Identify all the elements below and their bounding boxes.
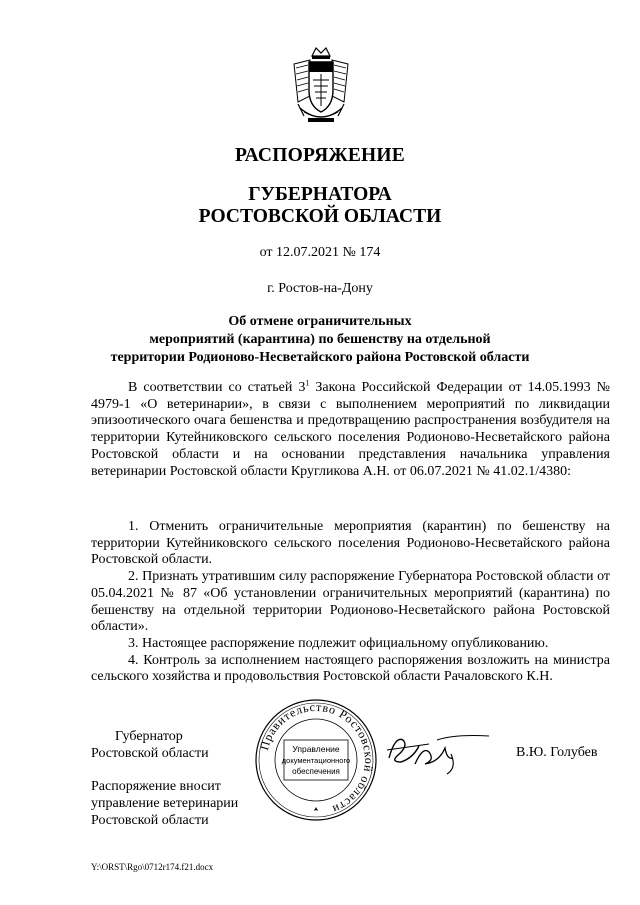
subject-line: мероприятий (карантина) по бешенству на отдельной [149, 332, 491, 347]
signatory-title-line2: Ростовской области [91, 746, 209, 761]
official-seal-stamp [254, 698, 378, 822]
note-line: Распоряжение вносит [91, 779, 221, 794]
svg-text:Управление: Управление [292, 744, 340, 754]
signatory-title [91, 728, 209, 762]
preamble-paragraph [91, 380, 610, 480]
note-line: Ростовской области [91, 813, 209, 828]
order-item: 3. Настоящее распоряжение подлежит официальному опубликованию. [128, 635, 549, 651]
order-item: 1. Отменить ограничительные мероприятия (карантин) по бешенству на территории Кутейниковского сельского поселения Родионово-Несветайского района Ростовской области. [91, 519, 610, 568]
preamble-text-part2: Закона Российской Федерации от 14.05.1993 № 4979-1 «О ветеринарии», в связи с выполнением мероприятий по ликвидации эпизоотического очага бешенства и предотвращению распространения возбудителя на территории Кутейниковского сельского поселения Родионово-Несветайского района Ростовской области и на основании представления начальника управления ветеринарии Ростовской области Кругликова А.Н. от 06.07.2021 № 41.02.1/4380: [91, 380, 610, 479]
order-item: 4. Контроль за исполнением настоящего распоряжения возложить на министра сельского хозяйства и продовольствия Ростовской области Рачаловского К.Н. [91, 652, 610, 685]
order-items [91, 519, 610, 686]
coat-of-arms-icon [290, 46, 352, 128]
svg-text:Правительство Ростовской облас: Правительство Ростовской области [257, 699, 377, 817]
article-superscript: 1 [305, 378, 310, 388]
document-city: г. Ростов-на-Дону [267, 281, 373, 296]
svg-text:документационного: документационного [281, 756, 351, 765]
subject-line: Об отмене ограничительных [228, 314, 412, 329]
note-line: управление ветеринарии [91, 796, 239, 811]
issuer-heading-line1: ГУБЕРНАТОРА [248, 184, 392, 205]
file-path-footer: Y:\ORST\Rgo\0712r174.f21.docx [91, 862, 214, 872]
submitted-by-note [91, 778, 238, 829]
handwritten-signature [385, 728, 493, 776]
svg-text:обеспечения: обеспечения [292, 767, 340, 776]
document-date-number: от 12.07.2021 № 174 [259, 245, 381, 260]
order-item: 2. Признать утратившим силу распоряжение Губернатора Ростовской области от 05.04.2021 № 87 «Об установлении ограничительных мероприятий (карантина) по бешенству на отдельной территории Родионово-Несветайского района Ростовской области». [91, 569, 610, 635]
signatory-title-line1: Губернатор [115, 729, 183, 744]
issuer-heading-line2: РОСТОВСКОЙ ОБЛАСТИ [198, 206, 442, 227]
preamble-text-part1: В соответствии со статьей 3 [128, 380, 306, 395]
signatory-name: В.Ю. Голубев [516, 745, 598, 760]
subject-line: территории Родионово-Несветайского района Ростовской области [110, 350, 530, 365]
document-type-heading: РАСПОРЯЖЕНИЕ [235, 145, 405, 166]
document-subject [0, 313, 640, 367]
